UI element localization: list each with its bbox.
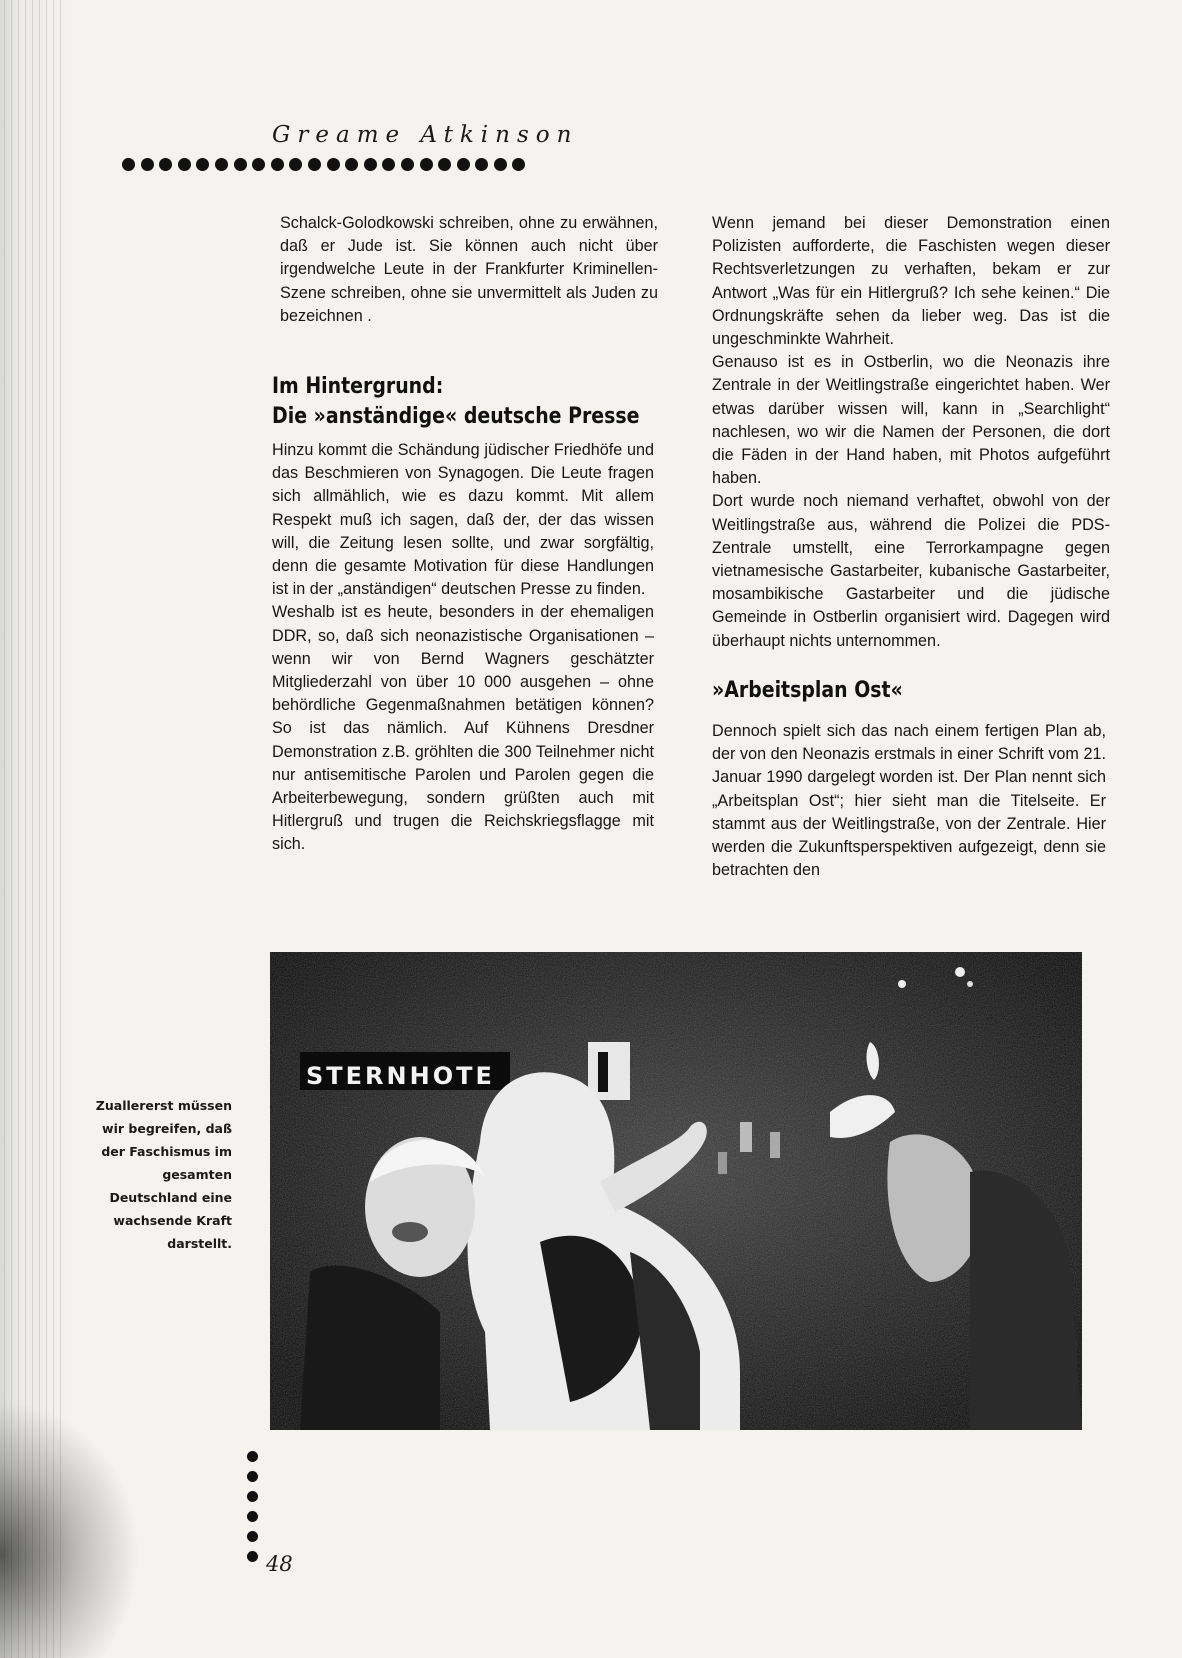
paragraph: Dort wurde noch niemand verhaftet, obwohl von der Weitlingstraße aus, während die Polizei die PDS-Zentrale umstellt, eine Terrorkampagne gegen vietnamesische Gastarbeiter, kubanische Gastarbeiter, mosambikische Gastarbeiter und die jüdische Gemeinde in Ostberlin organisiert wird. Dagegen wird überhaupt nichts unternommen. bbox=[712, 492, 1110, 650]
paragraph: Wenn jemand bei dieser Demonstration einen Polizisten aufforderte, die Faschisten wegen dieser Rechtsverletzungen zu verhaften, bekam er zur Antwort „Was für ein Hitlergruß? Ich sehe keinen.“ Die Ordnungskräfte sehen da lieber weg. Das ist die ungeschminkte Wahrheit. bbox=[712, 214, 1110, 349]
column2-body bbox=[712, 212, 1110, 653]
column2-continued bbox=[712, 720, 1106, 882]
demonstration-photo bbox=[270, 952, 1082, 1430]
paragraph: Weshalb ist es heute, besonders in der ehemaligen DDR, so, daß sich neonazistische Organisationen – wenn wir von Bernd Wagners geschätzter Mitgliederzahl von über 10 000 ausgehen – ohne behördliche Gegenmaßnahmen betätigen können? So ist das nämlich. Auf Kühnens Dresdner Demonstration z.B. gröhlten die 300 Teilnehmer nicht nur antisemitische Parolen und Parolen gegen die Arbeiterbewegung, sondern grüßten auch mit Hitlergruß und trugen die Reichskriegsflagge mit sich. bbox=[272, 603, 654, 854]
photo-caption: Zuallererst müssen wir begreifen, daß der Faschismus im gesamten Deutschland eine wachsende Kraft darstellt. bbox=[95, 1098, 232, 1251]
heading-line1: Im Hintergrund: bbox=[272, 374, 444, 399]
thumb-shadow bbox=[0, 1400, 140, 1658]
column1-body bbox=[272, 439, 654, 857]
paragraph: Dennoch spielt sich das nach einem fertigen Plan ab, der von den Neonazis erstmals in einer Schrift vom 21. Januar 1990 dargelegt worden ist. Der Plan nennt sich „Arbeitsplan Ost“; hier sieht man die Titelseite. Er stammt aus der Weitlingstraße, von der Zentrale. Hier werden die Zukunftsperspektiven aufgezeigt, denn sie betrachten den bbox=[712, 722, 1106, 880]
header-dot-rule bbox=[122, 158, 525, 171]
footer-dot-column bbox=[247, 1451, 258, 1562]
section-heading-hintergrund bbox=[272, 372, 639, 432]
heading-line2: Die »anständige« deutsche Presse bbox=[272, 404, 640, 429]
column1-intro bbox=[280, 212, 658, 328]
paragraph: Hinzu kommt die Schändung jüdischer Friedhöfe und das Beschmieren von Synagogen. Die Leute fragen sich allmählich, wie es dazu kommt. Mit allem Respekt muß ich sagen, daß der, der das wissen will, die Zeitung lesen sollte, und zwar sorgfältig, denn die gesamte Motivation für diese Handlungen ist in der „anständigen“ deutschen Presse zu finden. bbox=[272, 441, 654, 599]
author-name: Greame Atkinson bbox=[272, 122, 579, 148]
page-number: 48 bbox=[266, 1552, 293, 1576]
paragraph: Genauso ist es in Ostberlin, wo die Neonazis ihre Zentrale in der Weitlingstraße eingerichtet haben. Wer etwas darüber wissen will, kann in „Searchlight“ nachlesen, wo wir die Namen der Personen, die dort die Fäden in der Hand haben, mit Photos aufgeführt haben. bbox=[712, 353, 1110, 488]
section-heading-arbeitsplan: »Arbeitsplan Ost« bbox=[712, 678, 903, 703]
intro-paragraph: Schalck-Golodkowski schreiben, ohne zu erwähnen, daß er Jude ist. Sie können auch nicht über irgendwelche Leute in der Frankfurter Kriminellen-Szene schreiben, ohne sie unvermittelt als Juden zu bezeichnen . bbox=[280, 214, 658, 325]
sign-text: STERNHOTE bbox=[306, 1062, 495, 1090]
